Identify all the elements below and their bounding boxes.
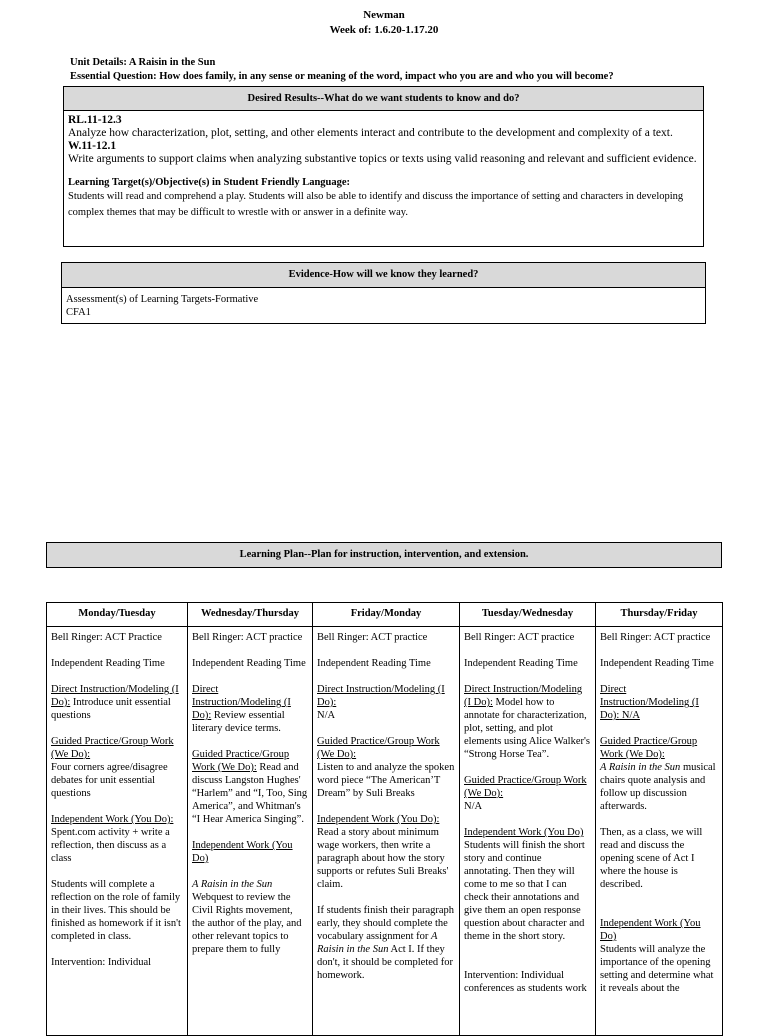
column-header-friday-monday: Friday/Monday <box>313 603 460 627</box>
intervention-text: Intervention: Individual <box>51 957 152 968</box>
direct-instruction-label: Direct Instruction/Modeling (I Do): <box>464 684 583 708</box>
column-header-wednesday-thursday: Wednesday/Thursday <box>188 603 313 627</box>
column-header-thursday-friday: Thursday/Friday <box>596 603 723 627</box>
extension-text-a: If students finish their paragraph early, they should complete the vocabulary assignment for <box>317 905 455 942</box>
direct-instruction-label: Direct Instruction/Modeling (I Do): <box>192 684 291 721</box>
assessment-line: Assessment(s) of Learning Targets-Formative <box>66 294 259 305</box>
plan-cell-thursday-friday <box>596 627 723 1036</box>
extension-text-b: Act I. If they don't, it should be completed for homework. <box>317 944 454 981</box>
guided-practice-label: Guided Practice/Group Work (We Do): <box>51 736 174 760</box>
play-title: A Raisin in the Sun <box>317 931 438 955</box>
essential-question: Essential Question: How does family, in any sense or meaning of the word, impact who you are and who you will become? <box>70 71 614 82</box>
bell-ringer: Bell Ringer: ACT practice <box>317 632 428 643</box>
independent-work-label: Independent Work (You Do) <box>464 827 584 838</box>
standard-rl-text: Analyze how characterization, plot, setting, and other elements interact and contribute to the development and complexity of a text. <box>68 127 673 139</box>
bell-ringer: Bell Ringer: ACT practice <box>464 632 575 643</box>
standard-rl-code: RL.11-12.3 <box>68 114 122 126</box>
guided-practice-text: Four corners agree/disagree debates for unit essential questions <box>51 762 168 799</box>
learning-target-heading: Learning Target(s)/Objective(s) in Student Friendly Language: <box>68 177 351 188</box>
reading-time: Independent Reading Time <box>464 658 578 669</box>
guided-practice-label: Guided Practice/Group Work (We Do): <box>192 749 290 773</box>
learning-plan-heading: Learning Plan--Plan for instruction, intervention, and extension. <box>46 542 722 568</box>
guided-practice-text: N/A <box>464 801 483 812</box>
direct-instruction-text: N/A <box>317 710 336 721</box>
guided-practice-label: Guided Practice/Group Work (We Do): <box>600 736 698 760</box>
bell-ringer: Bell Ringer: ACT practice <box>600 632 711 643</box>
intervention-text: Intervention: Individual conferences as students work <box>464 970 587 994</box>
direct-instruction-text: Review essential literary device terms. <box>192 710 285 734</box>
independent-work-label: Independent Work (You Do): <box>317 814 440 825</box>
desired-results-heading: Desired Results--What do we want students to know and do? <box>64 87 703 111</box>
guided-practice-text: Read and discuss Langston Hughes' “Harlem” and “I, Too, Sing America”, and Whitman's “I Hear America Singing”. <box>192 762 308 825</box>
guided-practice-text: Listen to and analyze the spoken word piece “The American’T Dream” by Suli Breaks <box>317 762 455 799</box>
evidence-box <box>61 262 706 324</box>
plan-cell-wednesday-thursday <box>188 627 313 1036</box>
bell-ringer: Bell Ringer: ACT practice <box>192 632 303 643</box>
column-header-tuesday-wednesday: Tuesday/Wednesday <box>460 603 596 627</box>
play-title: A Raisin in the Sun <box>600 762 681 773</box>
plan-cell-monday-tuesday <box>47 627 188 1036</box>
evidence-heading: Evidence-How will we know they learned? <box>62 263 705 288</box>
plan-cell-tuesday-wednesday <box>460 627 596 1036</box>
guided-practice-label: Guided Practice/Group Work (We Do): <box>317 736 440 760</box>
guided-practice-text: musical chairs quote analysis and follow up discussion afterwards. <box>600 762 716 812</box>
guided-practice-label: Guided Practice/Group Work (We Do): <box>464 775 587 799</box>
standard-w-code: W.11-12.1 <box>68 140 117 152</box>
reflection-text: Students will complete a reflection on the role of family in their lives. This should be finished as homework if it isn't completed in class. <box>51 879 181 942</box>
independent-work-text: Spent.com activity + write a reflection, then discuss as a class <box>51 827 170 864</box>
bell-ringer: Bell Ringer: ACT Practice <box>51 632 162 643</box>
independent-work-text: Students will analyze the importance of the opening setting and determine what it reveals about the <box>600 944 714 994</box>
learning-plan-table <box>46 602 723 1036</box>
plan-cell-friday-monday <box>313 627 460 1036</box>
direct-instruction-label: Direct Instruction/Modeling (I Do): <box>317 684 445 708</box>
unit-details: Unit Details: A Raisin in the Sun <box>70 57 216 68</box>
direct-instruction-text: Model how to annotate for characterization, plot, setting, and plot elements using Alice Walker's “Strong Horse Tea”. <box>464 697 590 760</box>
reading-time: Independent Reading Time <box>317 658 431 669</box>
assessment-code: CFA1 <box>66 307 91 318</box>
direct-instruction-label: Direct Instruction/Modeling (I Do): <box>600 684 699 721</box>
independent-work-label: Independent Work (You Do) <box>600 918 701 942</box>
class-reading-text: Then, as a class, we will read and discuss the opening scene of Act I where the house is described. <box>600 827 703 890</box>
teacher-name: Newman <box>363 9 405 21</box>
reading-time: Independent Reading Time <box>51 658 165 669</box>
independent-work-label: Independent Work (You Do): <box>51 814 174 825</box>
play-title: A Raisin in the Sun <box>192 879 273 890</box>
independent-work-text: Webquest to review the Civil Rights movement, the author of the play, and other relevant topics to prepare them to fully <box>192 892 302 955</box>
week-range: Week of: 1.6.20-1.17.20 <box>329 24 439 36</box>
direct-instruction-label: Direct Instruction/Modeling (I Do): <box>51 684 179 708</box>
independent-work-text: Read a story about minimum wage workers, then write a paragraph about how the story supports or refutes Suli Breaks' claim. <box>317 827 449 890</box>
independent-work-label: Independent Work (You Do) <box>192 840 293 864</box>
independent-work-text: Students will finish the short story and continue annotating. Then they will come to me so that I can check their annotations and give them an open response question about character and theme in the short story. <box>464 840 585 942</box>
reading-time: Independent Reading Time <box>192 658 306 669</box>
reading-time: Independent Reading Time <box>600 658 714 669</box>
direct-instruction-text: Introduce unit essential questions <box>51 697 171 721</box>
learning-target-text: Students will read and comprehend a play. Students will also be able to identify and discuss the importance of setting and characters in developing complex themes that may be difficult to wrestle with or answer in a definite way. <box>68 191 684 218</box>
direct-instruction-text: N/A <box>619 710 640 721</box>
standard-w-text: Write arguments to support claims when analyzing substantive topics or texts using valid reasoning and relevant and sufficient evidence. <box>68 153 697 165</box>
desired-results-box <box>63 86 704 247</box>
column-header-monday-tuesday: Monday/Tuesday <box>47 603 188 627</box>
